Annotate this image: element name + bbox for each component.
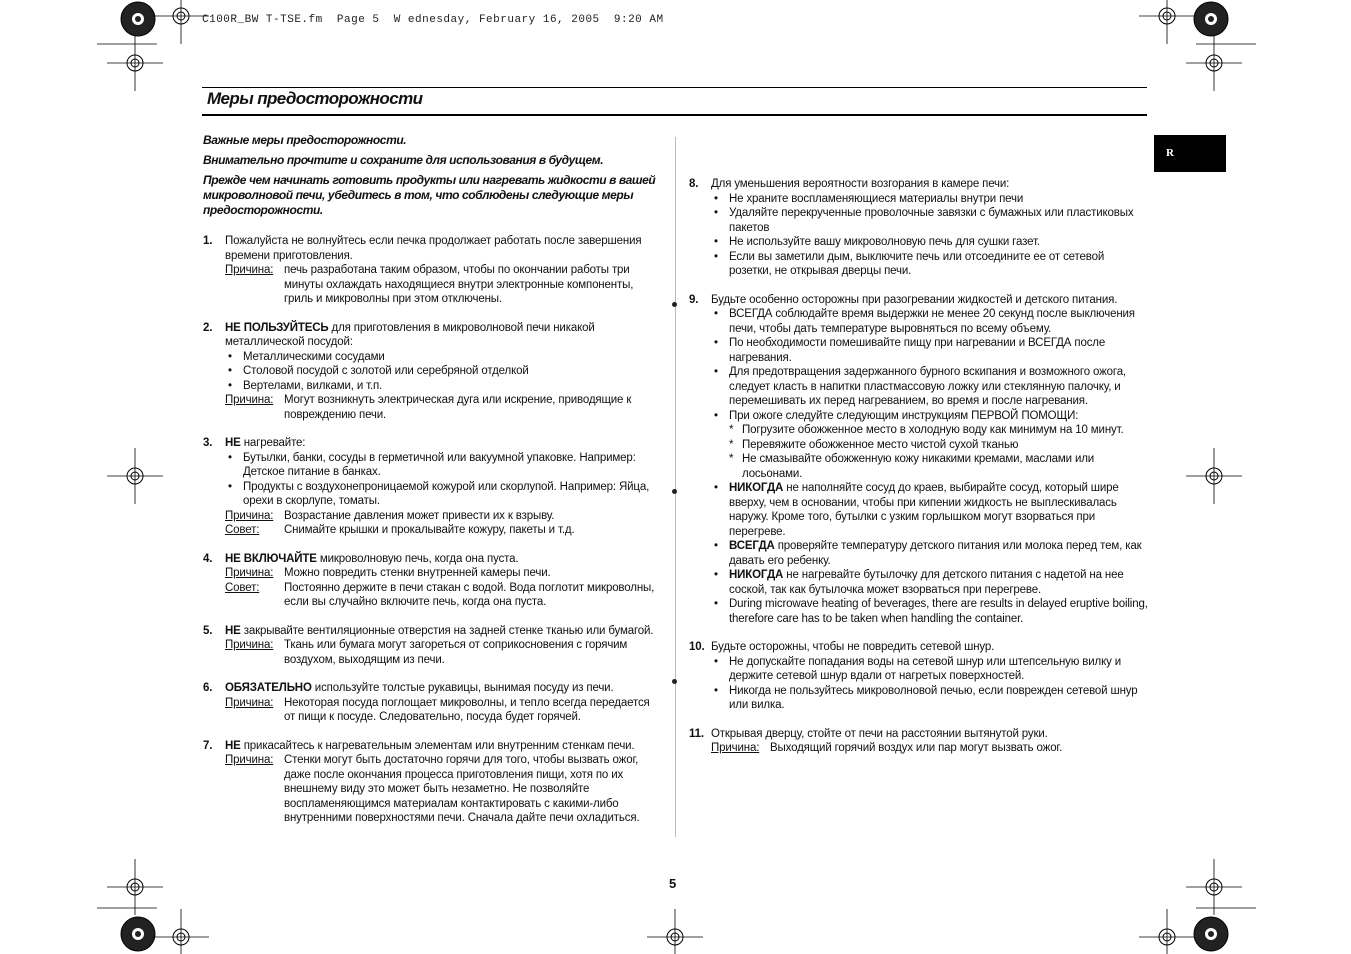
intro-line-2: Внимательно прочтите и сохраните для использования в будущем.	[203, 153, 604, 167]
reason-text: Ткань или бумага могут загореться от соприкосновения с горячим воздухом, выходящим из печи.	[284, 639, 628, 666]
item-bold: НЕ ПОЛЬЗУЙТЕСЬ	[225, 321, 329, 334]
item-number: 5.	[203, 624, 213, 637]
star-item: * Погрузите обожженное место в холодную воду как минимум на 10 минут.	[729, 423, 1149, 438]
list-item	[203, 321, 663, 423]
bullet-item	[711, 481, 1149, 539]
bullet-item: • Не храните воспламеняющиеся материалы внутри печи	[711, 192, 1149, 207]
tip-text: Снимайте крышки и прокалывайте кожуру, пакеты и т.д.	[284, 524, 575, 536]
item-text: Для уменьшения вероятности возгорания в камере печи:	[711, 178, 1010, 190]
intro-line-3: Прежде чем начинать готовить продукты или нагревать жидкости в вашей микроволновой печи, убедитесь в том, что соблюдены следующие меры предосторожности.	[203, 173, 656, 217]
list-item	[689, 727, 1149, 756]
reason-label: Причина:	[711, 742, 760, 754]
bullet-item	[711, 409, 1149, 482]
intro-line-1: Важные меры предосторожности.	[203, 133, 407, 147]
item-number: 11.	[689, 727, 704, 740]
item-text: используйте толстые рукавицы, вынимая посуду из печи.	[311, 682, 614, 694]
tip-label: Совет:	[225, 581, 260, 594]
bullet-item: • Не допускайте попадания воды на сетевой шнур или штепсельную вилку и держите сетевой шнур вдали от нагретых поверхностей.	[711, 655, 1149, 684]
item-number: 1.	[203, 235, 213, 247]
page-number: 5	[669, 876, 677, 891]
item-text: микроволновую печь, когда она пуста.	[316, 552, 519, 565]
reason-text: Возрастание давления может привести их к взрыву.	[284, 509, 555, 522]
item-text: Будьте особенно осторожны при разогревании жидкостей и детского питания.	[711, 293, 1118, 306]
reason-text: Стенки могут быть достаточно горячи для того, чтобы вызвать ожог, даже после окончания процесса приготовления пищи, хотя по их внешнему виду это может быть незаметно. Не позволяйте воспламеняющимся материалам контактировать с какими-либо внутренними поверхностями печи. Сначала дайте печи охладиться.	[284, 754, 640, 824]
right-column	[689, 177, 1149, 756]
bullet-bold: ВСЕГДА	[729, 540, 775, 552]
reason-text: Выходящий горячий воздух или пар могут вызвать ожог.	[770, 742, 1063, 754]
list-item	[689, 177, 1149, 279]
item-number: 6.	[203, 682, 213, 694]
left-column	[203, 234, 663, 826]
list-item	[203, 624, 663, 668]
bullet-item: • Вертелами, вилками, и т.п.	[225, 379, 663, 394]
bullet-item: • Если вы заметили дым, выключите печь или отсоедините ее от сетевой розетки, не открывая дверцы печи.	[711, 250, 1149, 279]
reason-label: Причина:	[225, 696, 274, 709]
bullet-item: • During microwave heating of beverages, there are results in delayed eruptive boiling, therefore care has to be taken when handling the container.	[711, 597, 1149, 626]
reason-text: Некоторая посуда поглощает микроволны, и тепло всегда передается от пищи к посуде. Следовательно, посуда будет горячей.	[284, 696, 650, 723]
bullet-item: • Удаляйте перекрученные проволочные завязки с бумажных или пластиковых пакетов	[711, 206, 1149, 235]
bullet-item: • ВСЕГДА соблюдайте время выдержки не менее 20 секунд после выключения печи, чтобы дать температуре выровняться по всему объему.	[711, 307, 1149, 336]
item-bold: НЕ ВКЛЮЧАЙТЕ	[225, 552, 317, 565]
bullet-item: • Продукты с воздухонепроницаемой кожурой или скорлупой. Например: Яйца, орехи в скорлупе, томаты.	[225, 480, 663, 509]
divider-dot	[672, 302, 677, 307]
item-text: прикасайтесь к нагревательным элементам или внутренним стенкам печи.	[240, 739, 635, 752]
reason-text: Можно повредить стенки внутренней камеры печи.	[284, 567, 551, 579]
item-text: Будьте осторожны, чтобы не повредить сетевой шнур.	[711, 641, 995, 653]
item-number: 8.	[689, 178, 699, 190]
reason-label: Причина:	[225, 754, 274, 766]
reason-label: Причина:	[225, 567, 274, 579]
file-header: C100R_BW T-TSE.fm Page 5 W ednesday, February 16, 2005 9:20 AM	[202, 14, 664, 26]
item-bold: НЕ	[225, 624, 241, 637]
bullet-item: • Никогда не пользуйтесь микроволновой печью, если поврежден сетевой шнур или вилка.	[711, 684, 1149, 713]
item-number: 4.	[203, 552, 213, 565]
list-item	[203, 739, 663, 826]
bullet-item: • Металлическими сосудами	[225, 350, 663, 365]
bullet-text: проверяйте температуру детского питания или молока перед тем, как давать его ребенку.	[729, 540, 1142, 567]
item-number: 9.	[689, 293, 699, 306]
reason-label: Причина:	[225, 639, 274, 651]
bullet-item: • Столовой посудой с золотой или серебряной отделкой	[225, 364, 663, 379]
list-item	[689, 640, 1149, 713]
item-number: 10.	[689, 641, 705, 653]
item-bold: НЕ	[225, 437, 241, 449]
star-item: * Перевяжите обожженное место чистой сухой тканью	[729, 438, 1149, 453]
item-text: для приготовления в микроволновой печи никакой металлической посудой:	[225, 321, 595, 348]
divider-dot	[672, 679, 677, 684]
list-item	[203, 234, 663, 307]
item-bold: ОБЯЗАТЕЛЬНО	[225, 682, 312, 694]
list-item	[203, 681, 663, 725]
item-bold: НЕ	[225, 739, 241, 752]
bullet-item: • Не используйте вашу микроволновую печь для сушки газет.	[711, 235, 1149, 250]
item-text: нагревайте:	[240, 437, 306, 449]
reason-text: печь разработана таким образом, чтобы по окончании работы три минуты охлаждать находящиеся внутри электронные компоненты, гриль и микроволны при этом отключены.	[284, 264, 634, 305]
title-rule-top	[202, 87, 1147, 88]
list-item	[203, 552, 663, 610]
item-text: Пожалуйста не волнуйтесь если печка продолжает работать после завершения времени приготовления.	[225, 235, 642, 262]
bullet-text: не наполняйте сосуд до краев, выбирайте сосуд, который шире вверху, чем в основании, чтобы при кипении жидкость не выплескивалась наружу. Кроме того, бутылки с узким горлышком могут взорваться при перегреве.	[729, 482, 1119, 538]
list-item	[203, 436, 663, 538]
first-aid-heading: • При ожоге следуйте следующим инструкциям ПЕРВОЙ ПОМОЩИ:	[729, 409, 1079, 422]
list-item	[689, 293, 1149, 627]
item-number: 3.	[203, 437, 213, 449]
item-text: закрывайте вентиляционные отверстия на задней стенке тканью или бумагой.	[240, 624, 654, 637]
bullet-text: не нагревайте бутылочку для детского питания с надетой на нее соской, так как бутылочка может взорваться при перегреве.	[729, 569, 1124, 596]
divider-dot	[672, 489, 677, 494]
reason-label: Причина:	[225, 264, 274, 276]
language-tab: R	[1154, 135, 1226, 172]
title-rule-bottom	[202, 114, 1147, 116]
bullet-bold: НИКОГДА	[729, 482, 784, 494]
item-number: 7.	[203, 739, 213, 752]
item-text: Открывая дверцу, стойте от печи на расстоянии вытянутой руки.	[711, 727, 1048, 740]
reason-text: Могут возникнуть электрическая дуга или искрение, приводящие к повреждению печи.	[284, 394, 632, 421]
tip-text: Постоянно держите в печи стакан с водой. Вода поглотит микроволны, если вы случайно включите печь, когда она пуста.	[284, 581, 655, 608]
tip-label: Совет:	[225, 524, 260, 536]
page-title: Меры предосторожности	[207, 89, 423, 108]
reason-label: Причина:	[225, 394, 274, 406]
star-item: * Не смазывайте обожженную кожу никакими кремами, маслами или лосьонами.	[729, 452, 1149, 481]
bullet-item	[711, 539, 1149, 568]
bullet-item: • Для предотвращения задержанного бурного вскипания и возможного ожога, следует класть в напитки пластмассовую ложку или стеклянную палочку, и перемешивать их перед нагреванием, во время и после нагревания.	[711, 365, 1149, 409]
item-number: 2.	[203, 321, 213, 334]
bullet-item: • Бутылки, банки, сосуды в герметичной или вакуумной упаковке. Например: Детское питание в банках.	[225, 451, 663, 480]
column-divider	[675, 137, 676, 837]
bullet-item	[711, 568, 1149, 597]
bullet-item: • По необходимости помешивайте пищу при нагревании и ВСЕГДА после нагревания.	[711, 336, 1149, 365]
reason-label: Причина:	[225, 509, 274, 522]
bullet-bold: НИКОГДА	[729, 569, 784, 581]
